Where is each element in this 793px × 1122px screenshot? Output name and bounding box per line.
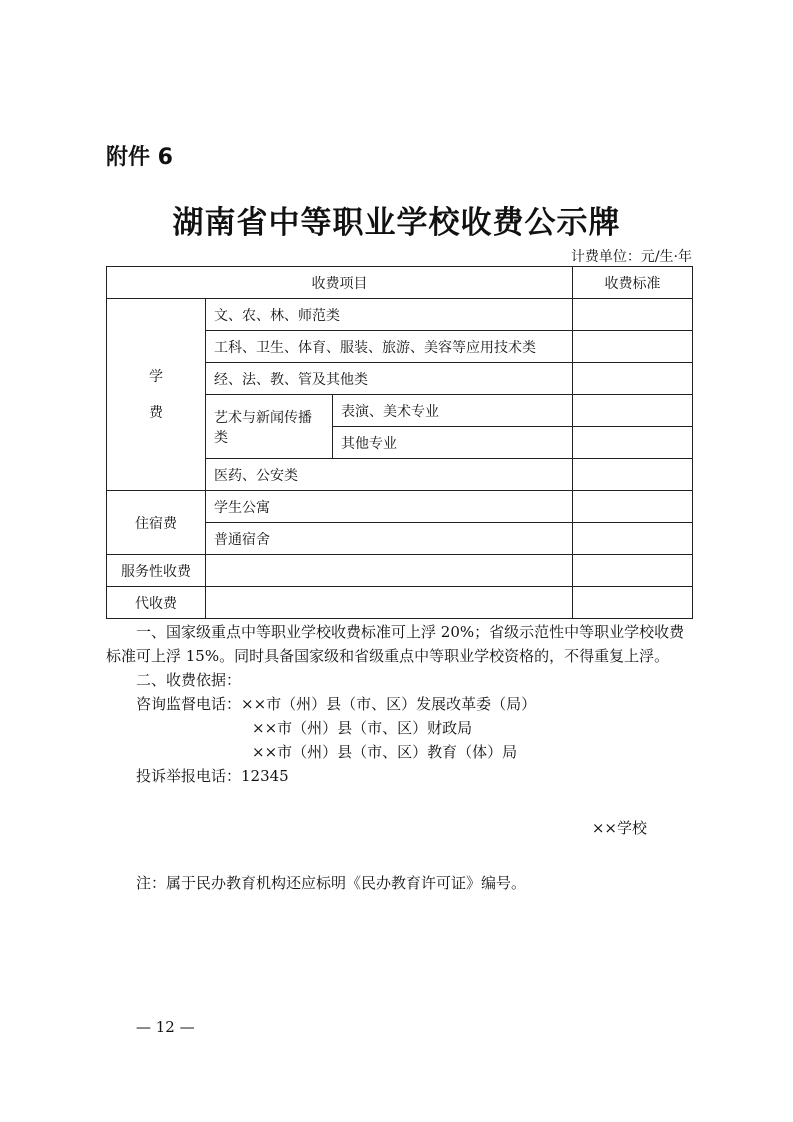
- header-standard: 收费标准: [573, 267, 693, 299]
- note-item-1: 一、国家级重点中等职业学校收费标准可上浮 20%；省级示范性中等职业学校收费标准可上浮 15%。同时具备国家级和省级重点中等职业学校资格的，不得重复上浮。: [106, 623, 685, 665]
- tuition-row-3: 经、法、教、管及其他类: [206, 363, 573, 395]
- table-row: [107, 299, 693, 331]
- standard-cell: [573, 299, 693, 331]
- consult-line: [106, 692, 694, 716]
- medical-row: 医药、公安类: [206, 459, 573, 491]
- arts-row-1: 表演、美术专业: [333, 395, 573, 427]
- consult-label: 咨询监督电话：: [136, 695, 242, 713]
- arts-label: 艺术与新闻传播类: [206, 395, 333, 459]
- table-row: [107, 555, 693, 587]
- tuition-row-2: 工科、卫生、体育、服装、旅游、美容等应用技术类: [206, 331, 573, 363]
- standard-cell: [573, 459, 693, 491]
- standard-cell: [573, 395, 693, 427]
- housing-row-1: 学生公寓: [206, 491, 573, 523]
- page-number: — 12 —: [136, 1018, 195, 1036]
- standard-cell: [573, 587, 693, 619]
- unit-label: 计费单位：元/生·年: [570, 249, 692, 265]
- tuition-label: 学 费: [107, 299, 206, 491]
- agency-fee-cell: [206, 587, 573, 619]
- standard-cell: [573, 363, 693, 395]
- notes-section: [106, 620, 694, 788]
- standard-cell: [573, 555, 693, 587]
- consult-phone-1: ××市（州）县（市、区）发展改革委（局）: [241, 695, 537, 713]
- standard-cell: [573, 331, 693, 363]
- page-title: 湖南省中等职业学校收费公示牌: [172, 205, 621, 241]
- agency-fee-label: 代收费: [107, 587, 206, 619]
- table-row: [107, 587, 693, 619]
- note-item-2: 二、收费依据：: [136, 671, 242, 689]
- consult-phone-3: ××市（州）县（市、区）教育（体）局: [252, 743, 518, 761]
- attachment-label: 附件 6: [106, 145, 173, 170]
- tuition-row-1: 文、农、林、师范类: [206, 299, 573, 331]
- service-fee-label: 服务性收费: [107, 555, 206, 587]
- housing-label: 住宿费: [107, 491, 206, 555]
- standard-cell: [573, 523, 693, 555]
- standard-cell: [573, 491, 693, 523]
- service-fee-cell: [206, 555, 573, 587]
- standard-cell: [573, 427, 693, 459]
- complaint-phone: 投诉举报电话：12345: [136, 767, 289, 785]
- footnote: 注：属于民办教育机构还应标明《民办教育许可证》编号。: [136, 874, 527, 892]
- table-header-row: [107, 267, 693, 299]
- table-row: [107, 491, 693, 523]
- school-name: ××学校: [591, 819, 647, 837]
- fee-table: [106, 266, 693, 619]
- header-item: 收费项目: [107, 267, 573, 299]
- arts-row-2: 其他专业: [333, 427, 573, 459]
- housing-row-2: 普通宿舍: [206, 523, 573, 555]
- consult-phone-2: ××市（州）县（市、区）财政局: [252, 719, 473, 737]
